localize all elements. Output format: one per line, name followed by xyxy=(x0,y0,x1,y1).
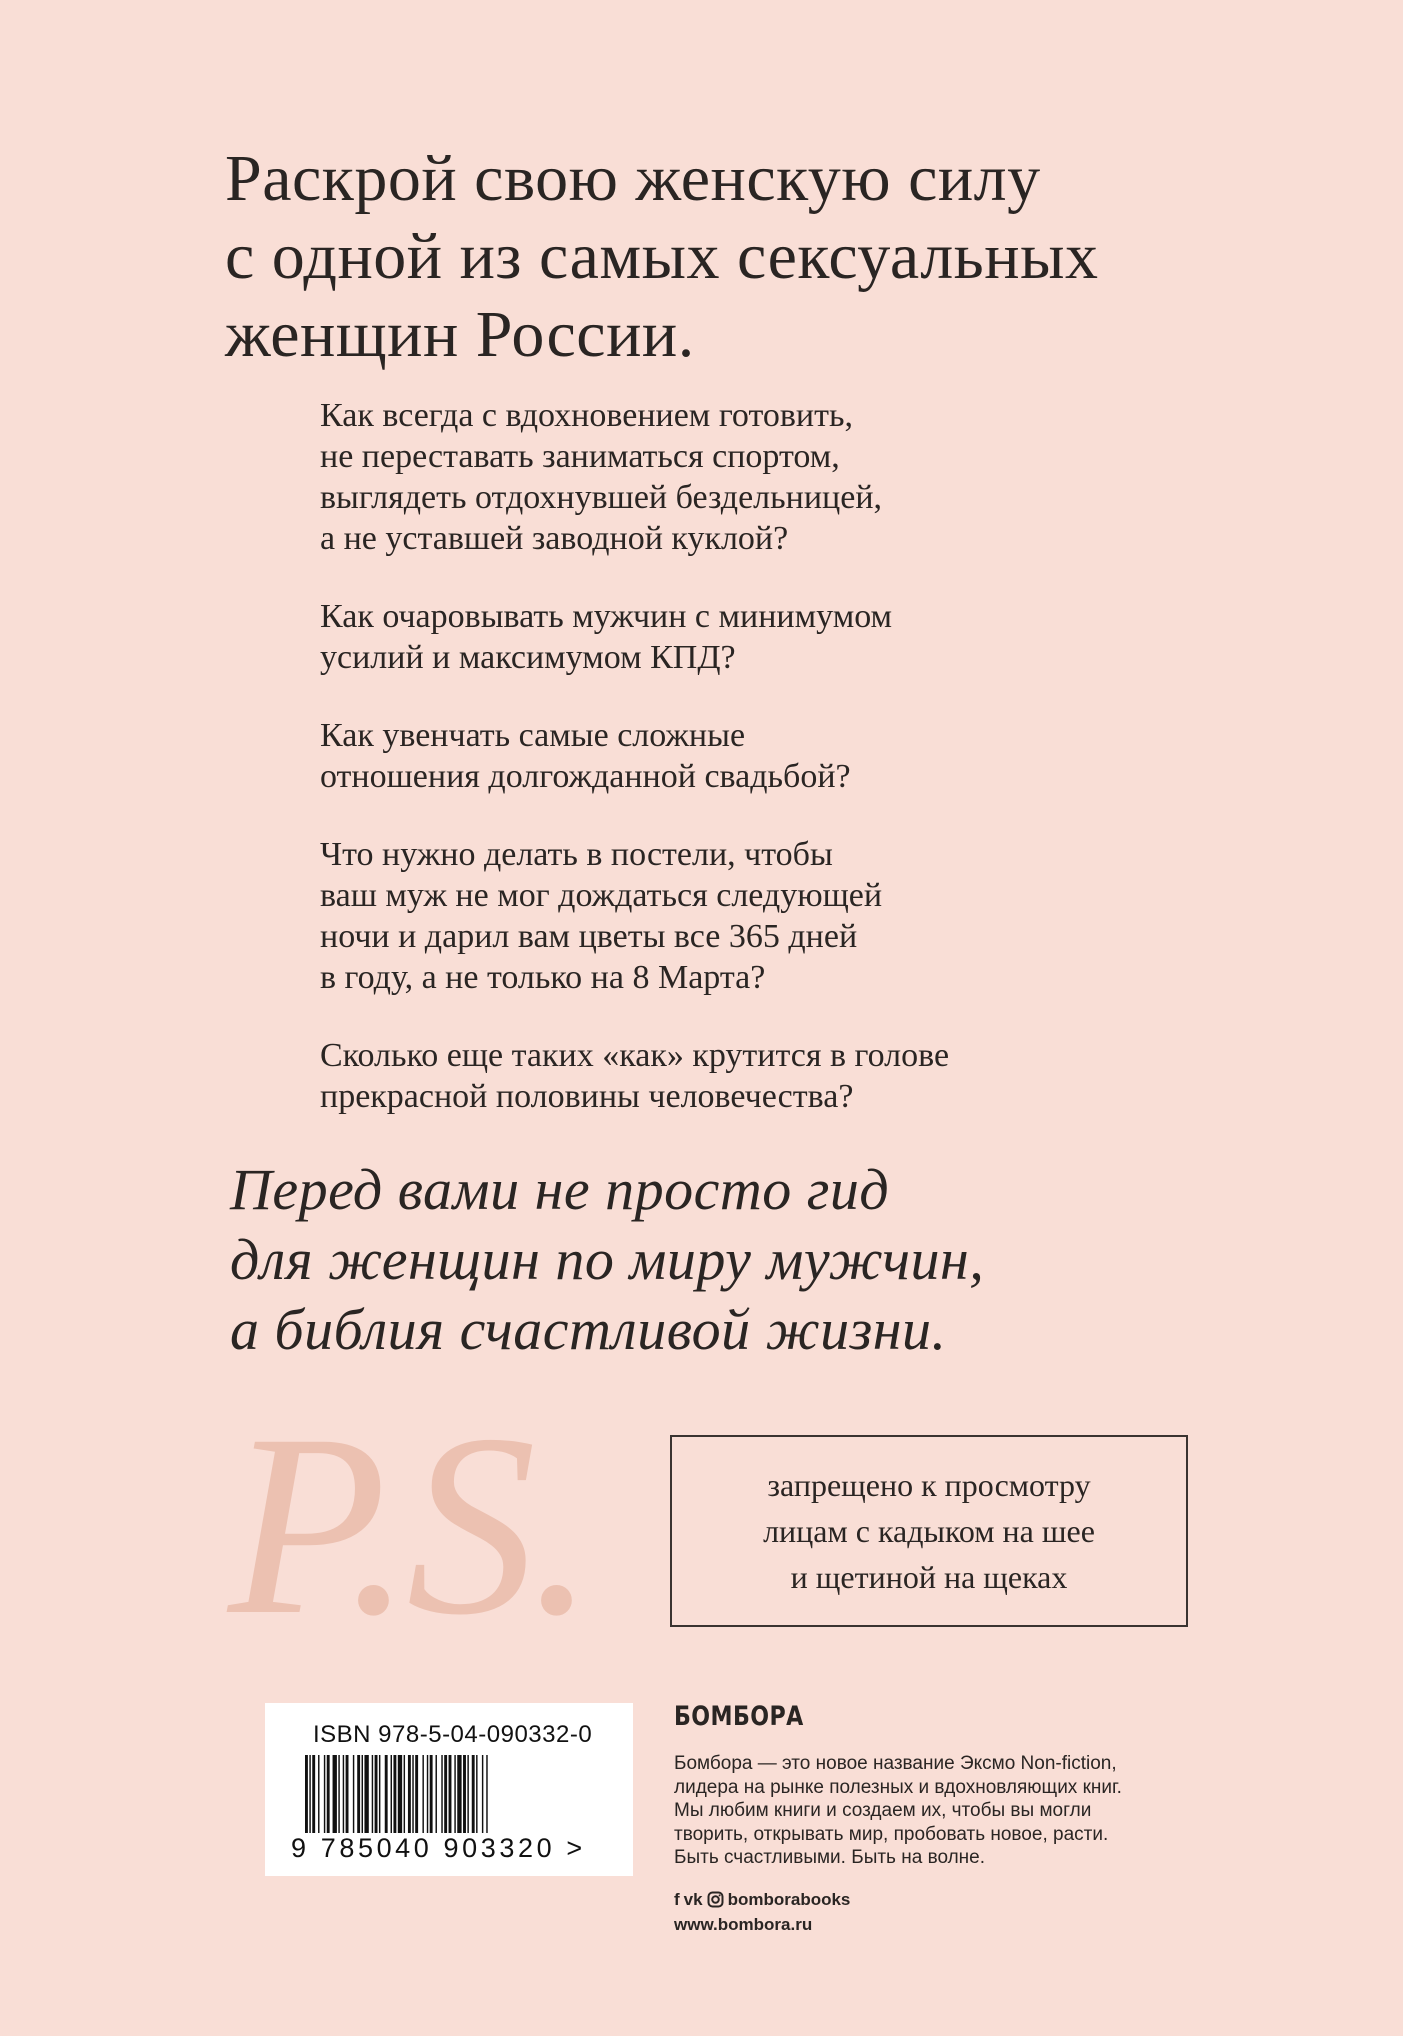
barcode-bar xyxy=(309,1755,310,1833)
social-row xyxy=(674,1890,1194,1910)
barcode-bar xyxy=(398,1755,402,1833)
barcode-bar xyxy=(454,1755,455,1833)
barcode-bar xyxy=(467,1755,468,1833)
publisher-description xyxy=(674,1752,1194,1870)
headline-line: Раскрой свою женскую силу xyxy=(225,142,1041,215)
barcode-bars xyxy=(305,1755,595,1833)
tagline-line: для женщин по миру мужчин, xyxy=(230,1227,985,1292)
barcode-bar xyxy=(372,1755,373,1833)
barcode-bar xyxy=(412,1755,413,1833)
barcode-bar xyxy=(364,1755,368,1833)
barcode-bar xyxy=(362,1755,363,1833)
barcode-bar xyxy=(408,1755,411,1833)
question-paragraph xyxy=(320,596,1220,678)
barcode-bar xyxy=(385,1755,388,1833)
publisher-description-line: лидера на рынке полезных и вдохновляющих книг. xyxy=(674,1776,1122,1798)
question-line: не переставать заниматься спортом, xyxy=(320,438,840,475)
question-line: в году, а не только на 8 Марта? xyxy=(320,959,766,996)
barcode-bar xyxy=(476,1755,477,1833)
publisher-description-line: Быть счастливыми. Быть на волне. xyxy=(674,1847,986,1868)
facebook-icon[interactable]: f xyxy=(674,1889,680,1909)
barcode-bar xyxy=(449,1755,452,1833)
barcode-bar xyxy=(391,1755,392,1833)
barcode-bar xyxy=(333,1755,337,1833)
question-line: Как всегда с вдохновением готовить, xyxy=(320,397,853,434)
barcode-bar xyxy=(327,1755,330,1833)
barcode-bar xyxy=(353,1755,354,1833)
tagline-line: Перед вами не просто гид xyxy=(230,1157,890,1222)
publisher-logo: БОМБОРА xyxy=(674,1701,804,1732)
barcode-bar xyxy=(375,1755,378,1833)
barcode-bar xyxy=(324,1755,325,1833)
question-line: ночи и дарил вам цветы все 365 дней xyxy=(320,918,858,955)
question-line: а не уставшей заводной куклой? xyxy=(320,520,789,557)
barcode-bar xyxy=(318,1755,319,1833)
publisher-description-line: Бомбора — это новое название Эксмо Non-fiction, xyxy=(674,1753,1117,1774)
barcode-bar xyxy=(436,1755,437,1833)
barcode-bar xyxy=(441,1755,442,1833)
publisher-description-line: творить, открывать мир, пробовать новое, расти. xyxy=(674,1823,1109,1845)
barcode-bar xyxy=(472,1755,475,1833)
barcode-bar xyxy=(346,1755,349,1833)
barcode-bar xyxy=(427,1755,428,1833)
barcode-bar xyxy=(404,1755,405,1833)
question-line: выглядеть отдохнувшей бездельницей, xyxy=(320,479,883,516)
barcode-bar xyxy=(415,1755,418,1833)
question-line: прекрасной половины человечества? xyxy=(320,1078,854,1115)
isbn-text: ISBN 978-5-04-090332-0 xyxy=(313,1721,593,1748)
barcode-bar xyxy=(444,1755,447,1833)
tagline xyxy=(230,1155,1230,1365)
barcode-bar xyxy=(312,1755,315,1833)
barcode-bar xyxy=(486,1755,487,1833)
publisher-description-line: Мы любим книги и создаем их, чтобы вы могли xyxy=(674,1800,1092,1821)
barcode-bar xyxy=(305,1755,308,1833)
barcode-bar xyxy=(463,1755,466,1833)
publisher-block xyxy=(674,1701,1194,1935)
question-paragraph xyxy=(320,1035,1220,1117)
barcode-bar xyxy=(482,1755,483,1833)
question-line: отношения долгожданной свадьбой? xyxy=(320,758,851,795)
tagline-line: а библия счастливой жизни. xyxy=(230,1297,947,1362)
barcode-panel xyxy=(265,1703,633,1876)
question-paragraph xyxy=(320,715,1220,797)
social-handle[interactable]: bomborabooks xyxy=(727,1889,851,1909)
website-link[interactable]: www.bombora.ru xyxy=(674,1914,813,1934)
warning-line: лицам с кадыком на шее xyxy=(763,1513,1095,1549)
questions-block xyxy=(320,395,1220,1154)
ps-mark: P.S. xyxy=(228,1381,590,1669)
question-line: усилий и максимумом КПД? xyxy=(320,639,736,676)
instagram-icon[interactable] xyxy=(707,1891,724,1909)
headline-line: с одной из самых сексуальных xyxy=(225,220,1099,293)
barcode-bar xyxy=(393,1755,396,1833)
headline xyxy=(225,140,1225,374)
question-paragraph xyxy=(320,395,1220,559)
warning-line: запрещено к просмотру xyxy=(767,1467,1091,1503)
question-line: Что нужно делать в постели, чтобы xyxy=(320,836,833,873)
headline-line: женщин России. xyxy=(225,298,695,371)
barcode-bar xyxy=(430,1755,433,1833)
question-line: Как очаровывать мужчин с минимумом xyxy=(320,598,893,635)
warning-box xyxy=(670,1435,1188,1627)
barcode-bar xyxy=(357,1755,360,1833)
barcode-bar xyxy=(457,1755,461,1833)
barcode-bar xyxy=(379,1755,380,1833)
barcode-bar xyxy=(422,1755,423,1833)
question-paragraph xyxy=(320,834,1220,998)
barcode-digits: 9 785040 903320 > xyxy=(291,1833,586,1863)
vk-icon[interactable]: vk xyxy=(683,1889,703,1909)
warning-line: и щетиной на щеках xyxy=(790,1559,1068,1595)
question-line: Как увенчать самые сложные xyxy=(320,717,746,754)
barcode-bar xyxy=(343,1755,344,1833)
question-line: Сколько еще таких «как» крутится в голове xyxy=(320,1037,950,1074)
question-line: ваш муж не мог дождаться следующей xyxy=(320,877,883,914)
barcode-bar xyxy=(338,1755,339,1833)
